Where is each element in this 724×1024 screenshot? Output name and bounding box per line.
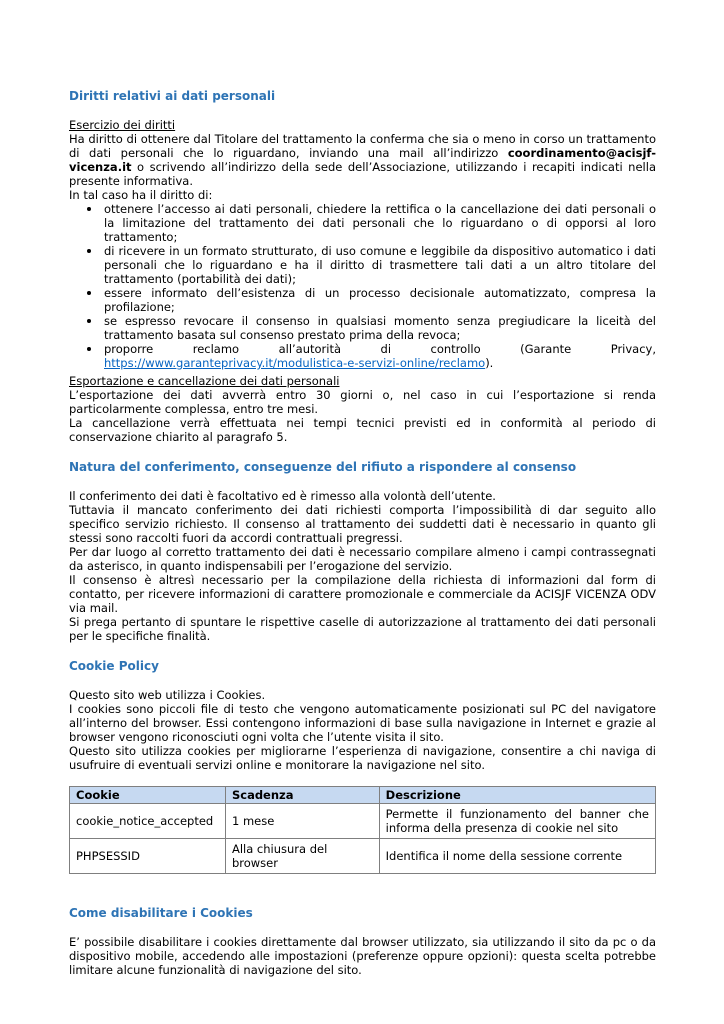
text-fragment: proporre reclamo all’autorità di controllo (Garante Privacy,: [104, 342, 656, 356]
table-header-row: [70, 787, 656, 804]
paragraph-utilizza-cookies: Questo sito web utilizza i Cookies.: [69, 688, 266, 702]
rights-list: [69, 202, 656, 370]
text-fragment: Ha diritto di ottenere dal Titolare del trattamento la conferma che sia o meno in corso un trattamento di dati personali che lo riguardano, inviando una mail all’indirizzo: [69, 132, 656, 160]
table-row: [70, 839, 656, 874]
subheading-esercizio-diritti: Esercizio dei diritti: [69, 118, 176, 132]
column-header-cookie: Cookie: [70, 787, 226, 804]
garante-privacy-link[interactable]: https://www.garanteprivacy.it/modulistica-e-servizi-online/reclamo: [104, 356, 486, 370]
cell-cookie-name: PHPSESSID: [70, 839, 226, 874]
paragraph-consenso-form: Il consenso è altresì necessario per la compilazione della richiesta di informazioni dal form di contatto, per ricevere informazioni di carattere promozionale e commerciale da ACISJF VICENZA ODV via mail.: [69, 573, 656, 615]
cell-descrizione: Identifica il nome della sessione corrente: [379, 839, 655, 874]
list-item: [104, 342, 656, 370]
paragraph-diritto-ottenere: [69, 132, 656, 188]
paragraph-campi-obbligatori: Per dar luogo al corretto trattamento dei dati è necessario compilare almeno i campi contrassegnati da asterisco, in quanto indispensabili per l’erogazione del servizio.: [69, 545, 656, 573]
cell-cookie-name: cookie_notice_accepted: [70, 804, 226, 839]
subheading-esportazione: Esportazione e cancellazione dei dati personali: [69, 374, 340, 388]
section-title-natura-conferimento: Natura del conferimento, conseguenze del rifiuto a rispondere al consenso: [69, 460, 577, 474]
cell-scadenza: 1 mese: [225, 804, 379, 839]
text-fragment: ).: [485, 356, 494, 370]
column-header-descrizione: Descrizione: [379, 787, 655, 804]
section-title-cookie-policy: Cookie Policy: [69, 659, 159, 673]
paragraph-in-tal-caso: In tal caso ha il diritto di:: [69, 188, 213, 202]
column-header-scadenza: Scadenza: [225, 787, 379, 804]
list-item: essere informato dell’esistenza di un processo decisionale automatizzato, compresa la profilazione;: [104, 286, 656, 314]
paragraph-esportazione: L’esportazione dei dati avverrà entro 30 giorni o, nel caso in cui l’esportazione si renda particolarmente complessa, entro tre mesi.: [69, 388, 656, 416]
list-item: di ricevere in un formato strutturato, di uso comune e leggibile da dispositivo automatico i dati personali che lo riguardano e ha il diritto di trasmettere tali dati a un altro titolare del trattamento (portabilità dei dati);: [104, 244, 656, 286]
paragraph-cookies-uso: Questo sito utilizza cookies per migliorarne l’esperienza di navigazione, consentire a chi naviga di usufruire di eventuali servizi online e monitorare la navigazione nel sito.: [69, 744, 656, 772]
document-page: [69, 89, 656, 977]
paragraph-disabilitare-cookies: E’ possibile disabilitare i cookies direttamente dal browser utilizzato, sia utilizzando il sito da pc o da dispositivo mobile, accedendo alle impostazioni (preferenze oppure opzioni): questa scelta potrebbe limitare alcune funzionalità di navigazione del sito.: [69, 935, 656, 977]
paragraph-cookies-definizione: I cookies sono piccoli file di testo che vengono automaticamente posizionati sul PC del navigatore all’interno del browser. Essi contengono informazioni di base sulla navigazione in Internet e grazie al browser vengono riconosciuti ogni volta che l’utente visita il sito.: [69, 702, 656, 744]
paragraph-conferimento: Il conferimento dei dati è facoltativo ed è rimesso alla volontà dell’utente.: [69, 489, 496, 503]
table-row: [70, 804, 656, 839]
cookie-table: [69, 786, 656, 874]
list-item: se espresso revocare il consenso in qualsiasi momento senza pregiudicare la liceità del trattamento basata sul consenso prestato prima della revoca;: [104, 314, 656, 342]
email-address[interactable]: coordinamento@acisjf-vicenza.it: [69, 146, 656, 174]
text-fragment: o scrivendo all’indirizzo della sede dell’Associazione, utilizzando i recapiti indicati nella presente informativa.: [69, 160, 656, 188]
section-title-diritti: Diritti relativi ai dati personali: [69, 89, 276, 103]
section-title-disabilitare-cookies: Come disabilitare i Cookies: [69, 906, 253, 920]
paragraph-spuntare-caselle: Si prega pertanto di spuntare le rispettive caselle di autorizzazione al trattamento dei dati personali per le specifiche finalità.: [69, 615, 656, 643]
cell-descrizione: Permette il funzionamento del banner che informa della presenza di cookie nel sito: [379, 804, 655, 839]
list-item: ottenere l’accesso ai dati personali, chiedere la rettifica o la cancellazione dei dati personali o la limitazione del trattamento dei dati personali che lo riguardano o di opporsi al loro trattamento;: [104, 202, 656, 244]
cell-scadenza: Alla chiusura del browser: [225, 839, 379, 874]
paragraph-mancato-conferimento: Tuttavia il mancato conferimento dei dati richiesti comporta l’impossibilità di dar seguito allo specifico servizio richiesto. Il consenso al trattamento dei suddetti dati è necessario in quanto gli stessi sono raccolti fuori da accordi contrattuali pregressi.: [69, 503, 656, 545]
paragraph-cancellazione: La cancellazione verrà effettuata nei tempi tecnici previsti ed in conformità al periodo di conservazione chiarito al paragrafo 5.: [69, 416, 656, 444]
